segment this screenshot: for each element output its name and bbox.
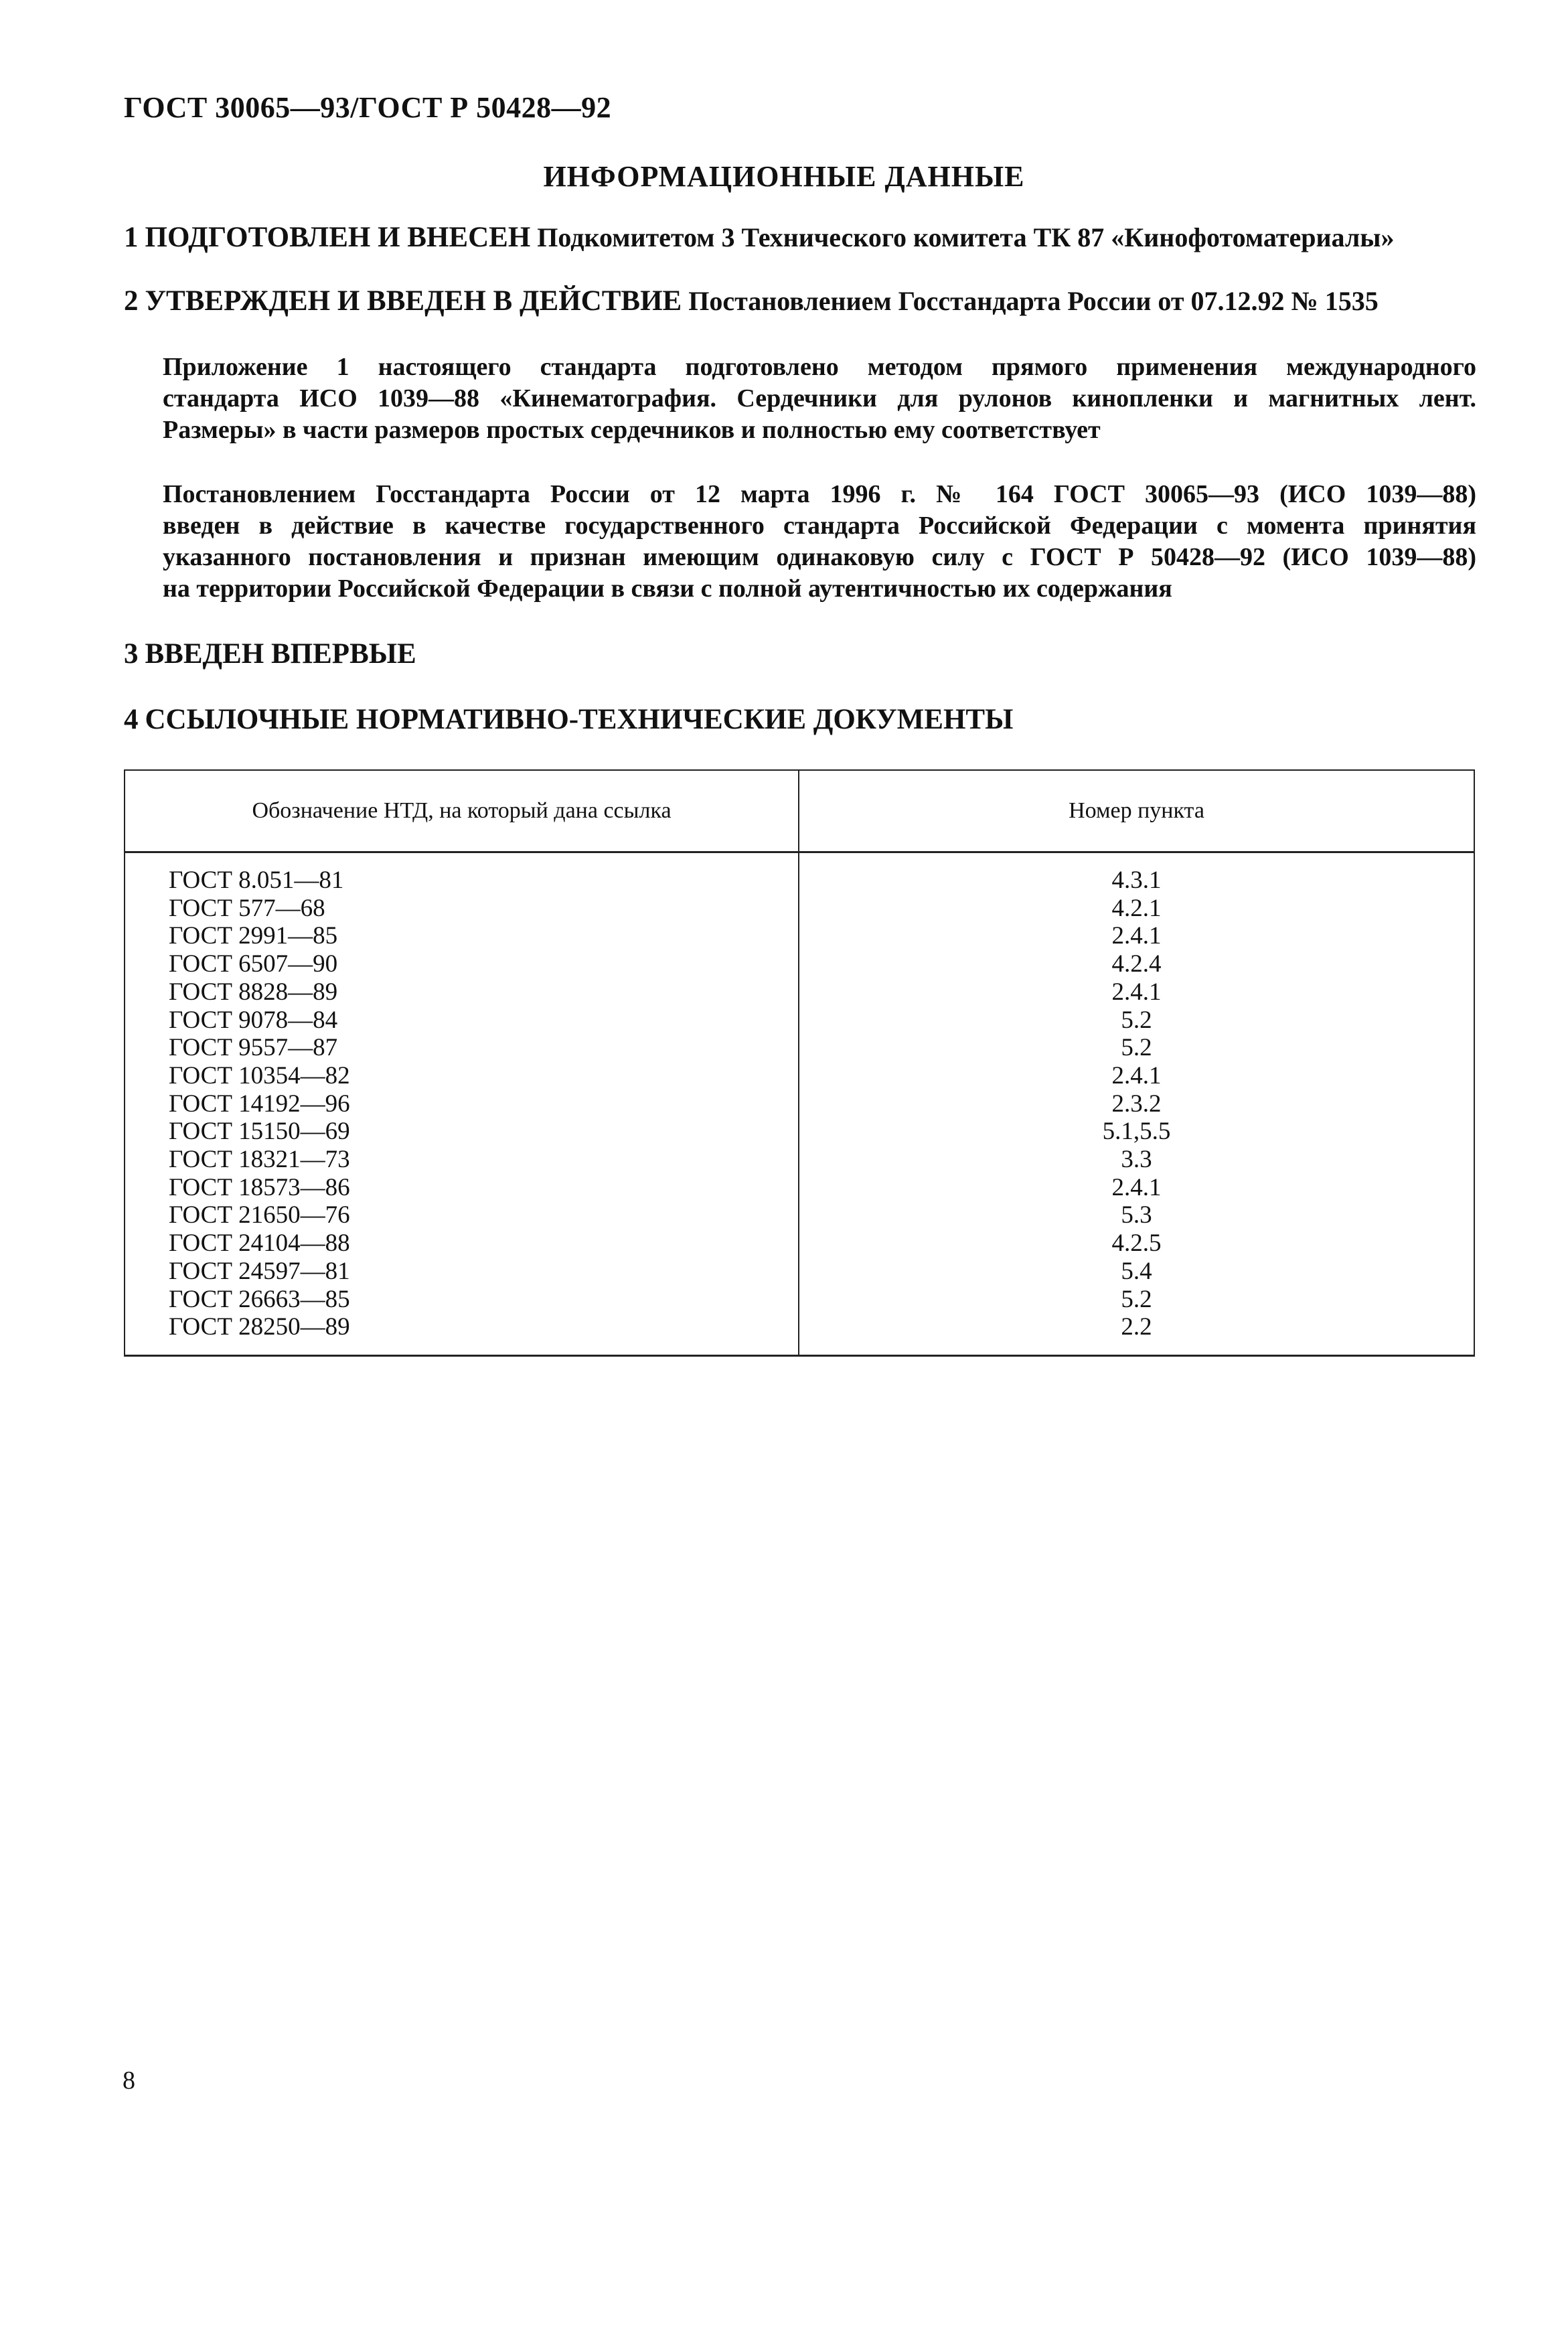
table-row — [125, 1174, 1474, 1202]
cell-doc-designation: ГОСТ 8828—89 — [125, 978, 799, 1006]
table-row — [125, 1146, 1474, 1174]
table-row — [125, 1258, 1474, 1286]
annex-paragraph — [163, 352, 1476, 446]
table-row — [125, 1313, 1474, 1355]
section-4 — [124, 703, 1476, 736]
cell-doc-designation: ГОСТ 24104—88 — [125, 1229, 799, 1258]
section-3-caps-label: ВВЕДЕН ВПЕРВЫЕ — [145, 638, 416, 670]
section-1-text: Подкомитетом 3 Технического комитета ТК 87 «Кинофотоматериалы» — [537, 222, 1395, 252]
cell-clause-number: 5.2 — [799, 1286, 1474, 1314]
cell-clause-number: 2.4.1 — [799, 1062, 1474, 1090]
table-row — [125, 1286, 1474, 1314]
resolution-paragraph — [163, 479, 1476, 605]
table-row — [125, 1034, 1474, 1062]
cell-doc-designation: ГОСТ 18573—86 — [125, 1174, 799, 1202]
resolution-line: Постановлением Госстандарта России от 12 марта 1996 г. № 164 ГОСТ 30065—93 (ИСО 1039—88) — [163, 480, 1476, 508]
section-2-number: 2 — [124, 285, 139, 317]
references-table — [124, 769, 1475, 1357]
cell-clause-number: 2.4.1 — [799, 1174, 1474, 1202]
table-row — [125, 1118, 1474, 1146]
section-1-caps-label: ПОДГОТОВЛЕН И ВНЕСЕН — [145, 222, 531, 253]
cell-clause-number: 5.2 — [799, 1006, 1474, 1035]
cell-doc-designation: ГОСТ 10354—82 — [125, 1062, 799, 1090]
section-1 — [124, 221, 1476, 254]
section-4-number: 4 — [124, 704, 139, 735]
table-body — [125, 852, 1474, 1356]
cell-doc-designation: ГОСТ 2991—85 — [125, 922, 799, 950]
section-3-number: 3 — [124, 638, 139, 670]
cell-clause-number: 4.2.5 — [799, 1229, 1474, 1258]
section-2-caps-label: УТВЕРЖДЕН И ВВЕДЕН В ДЕЙСТВИЕ — [145, 285, 682, 317]
table-row — [125, 1229, 1474, 1258]
table-row — [125, 1006, 1474, 1035]
table-row — [125, 978, 1474, 1006]
table-row — [125, 950, 1474, 978]
cell-clause-number: 3.3 — [799, 1146, 1474, 1174]
cell-clause-number: 5.3 — [799, 1201, 1474, 1229]
cell-doc-designation: ГОСТ 21650—76 — [125, 1201, 799, 1229]
cell-doc-designation: ГОСТ 577—68 — [125, 895, 799, 923]
table-header-row — [125, 770, 1474, 852]
cell-clause-number: 4.3.1 — [799, 852, 1474, 895]
cell-clause-number: 5.1,5.5 — [799, 1118, 1474, 1146]
section-3 — [124, 637, 1476, 670]
annex-line: Размеры» в части размеров простых сердечников и полностью ему соответствует — [163, 416, 1101, 444]
resolution-line: указанного постановления и признан имеющим одинаковую силу с ГОСТ Р 50428—92 (ИСО 1039—88) — [163, 543, 1476, 571]
section-2 — [124, 285, 1476, 317]
cell-doc-designation: ГОСТ 15150—69 — [125, 1118, 799, 1146]
cell-clause-number: 4.2.4 — [799, 950, 1474, 978]
cell-clause-number: 2.3.2 — [799, 1090, 1474, 1118]
cell-doc-designation: ГОСТ 9557—87 — [125, 1034, 799, 1062]
table-row — [125, 1090, 1474, 1118]
cell-doc-designation: ГОСТ 24597—81 — [125, 1258, 799, 1286]
annex-line: Приложение 1 настоящего стандарта подготовлено методом прямого применения международного — [163, 353, 1476, 381]
cell-doc-designation: ГОСТ 9078—84 — [125, 1006, 799, 1035]
document-code-header: ГОСТ 30065—93/ГОСТ Р 50428—92 — [124, 91, 612, 124]
cell-doc-designation: ГОСТ 6507—90 — [125, 950, 799, 978]
resolution-line: на территории Российской Федерации в связи с полной аутентичностью их содержания — [163, 575, 1172, 603]
cell-doc-designation: ГОСТ 18321—73 — [125, 1146, 799, 1174]
cell-clause-number: 2.4.1 — [799, 978, 1474, 1006]
cell-doc-designation: ГОСТ 14192—96 — [125, 1090, 799, 1118]
page-number: 8 — [123, 2066, 135, 2095]
table-row — [125, 1201, 1474, 1229]
cell-clause-number: 2.2 — [799, 1313, 1474, 1355]
page-title: ИНФОРМАЦИОННЫЕ ДАННЫЕ — [543, 160, 1025, 193]
table-row — [125, 852, 1474, 895]
cell-clause-number: 5.2 — [799, 1034, 1474, 1062]
section-1-number: 1 — [124, 222, 139, 253]
column-header-num: Номер пункта — [799, 770, 1474, 852]
table-row — [125, 922, 1474, 950]
cell-clause-number: 4.2.1 — [799, 895, 1474, 923]
section-4-caps-label: ССЫЛОЧНЫЕ НОРМАТИВНО-ТЕХНИЧЕСКИЕ ДОКУМЕНТЫ — [145, 704, 1014, 735]
resolution-line: введен в действие в качестве государственного стандарта Российской Федерации с момента принятия — [163, 512, 1476, 540]
table-row — [125, 895, 1474, 923]
cell-doc-designation: ГОСТ 8.051—81 — [125, 852, 799, 895]
cell-doc-designation: ГОСТ 28250—89 — [125, 1313, 799, 1355]
cell-clause-number: 2.4.1 — [799, 922, 1474, 950]
cell-clause-number: 5.4 — [799, 1258, 1474, 1286]
table-row — [125, 1062, 1474, 1090]
cell-doc-designation: ГОСТ 26663—85 — [125, 1286, 799, 1314]
column-header-doc: Обозначение НТД, на который дана ссылка — [125, 770, 799, 852]
annex-line: стандарта ИСО 1039—88 «Кинематография. Сердечники для рулонов кинопленки и магнитных лент. — [163, 384, 1476, 412]
section-2-text: Постановлением Госстандарта России от 07.12.92 № 1535 — [688, 286, 1379, 316]
